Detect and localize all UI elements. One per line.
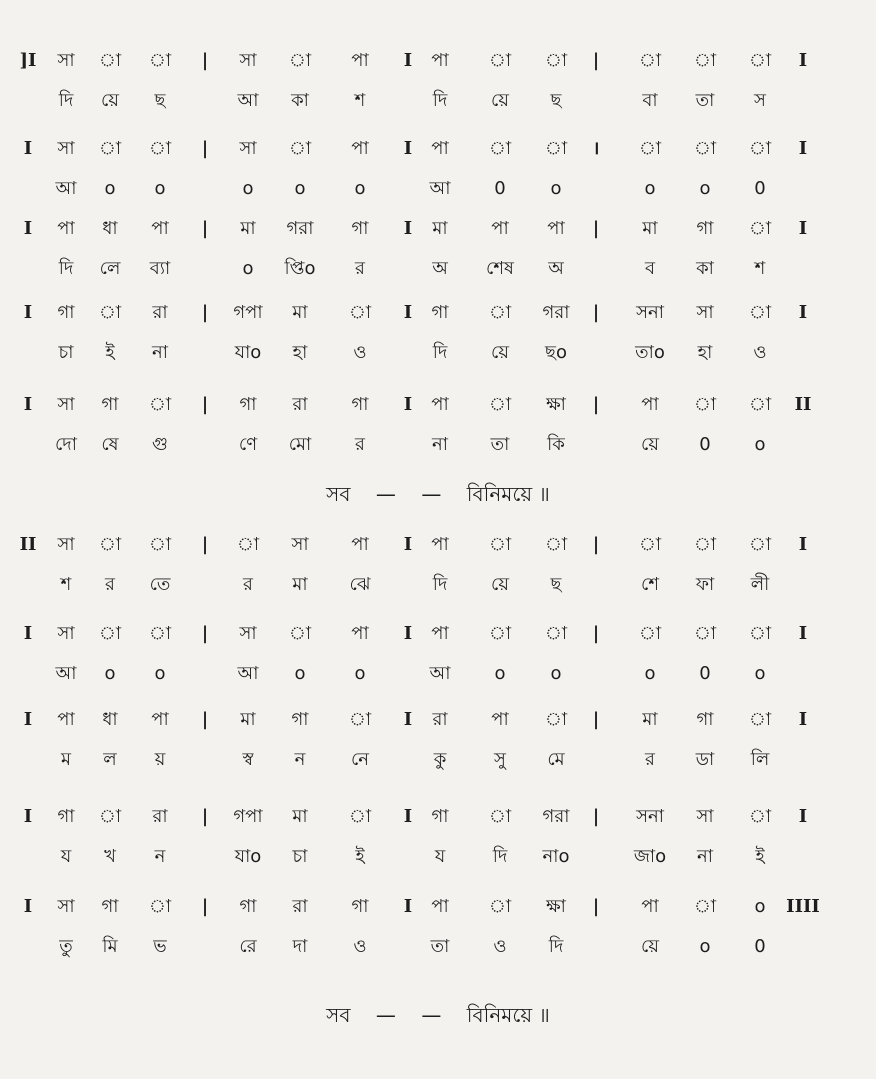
swara-row: I সা গা া | গা রা গা I পা া ক্ষা | পা া o IIII [23, 896, 820, 917]
lyric-row: শ র তে র মা ঝে দি য়ে ছ শে ফা লী [60, 574, 770, 595]
lyric-row: দি লে ব্যা o প্তিo র অ শেষ অ ব কা শ [58, 258, 766, 279]
lyric-row: ম ল য় স্ব ন নে কু সু মে র ডা লি [61, 749, 770, 770]
lyric-row: দি য়ে ছ আ কা শ দি য়ে ছ বা তা স [58, 90, 766, 111]
lyric-row: তু মি ভ রে দা ও তা ও দি য়ে o 0 [59, 936, 766, 957]
swara-row: I সা া া | সা া পা I পা া া | া া া I [23, 623, 808, 644]
swara-row: II সা া া | া সা পা I পা া া | া া া I [19, 534, 808, 555]
swara-row: I গা া রা | গপা মা া I গা া গরা | সনা সা া I [23, 302, 808, 323]
swara-row: I গা া রা | গপা মা া I গা া গরা | সনা সা া I [23, 806, 808, 827]
lyric-row: আ o o আ o o আ o o o 0 o [55, 663, 766, 684]
refrain-line: সব — — বিনিময়ে ॥ [326, 1003, 550, 1027]
swara-row: I পা ধা পা | মা গা া I রা পা া | মা গা া I [23, 709, 808, 730]
swara-row: I সা া া | সা া পা I পা া া । া া া I [23, 138, 808, 159]
refrain-line: সব — — বিনিময়ে ॥ [326, 482, 550, 506]
lyric-row: চা ই না যাo হা ও দি য়ে ছo তাo হা ও [58, 342, 767, 363]
lyric-row: দো ষে গু ণে মো র না তা কি য়ে 0 o [55, 434, 766, 455]
lyric-row: য খ ন যাo চা ই য দি নাo জাo না ই [60, 846, 765, 867]
swara-row: I পা ধা পা | মা গরা গা I মা পা পা | মা গা া I [23, 218, 808, 239]
swara-row: I সা গা া | গা রা গা I পা া ক্ষা | পা া া II [23, 394, 812, 415]
swara-row: ]I সা া া | সা া পা I পা া া | া া া I [19, 50, 808, 71]
lyric-row: আ o o o o o আ 0 o o o 0 [55, 178, 766, 199]
